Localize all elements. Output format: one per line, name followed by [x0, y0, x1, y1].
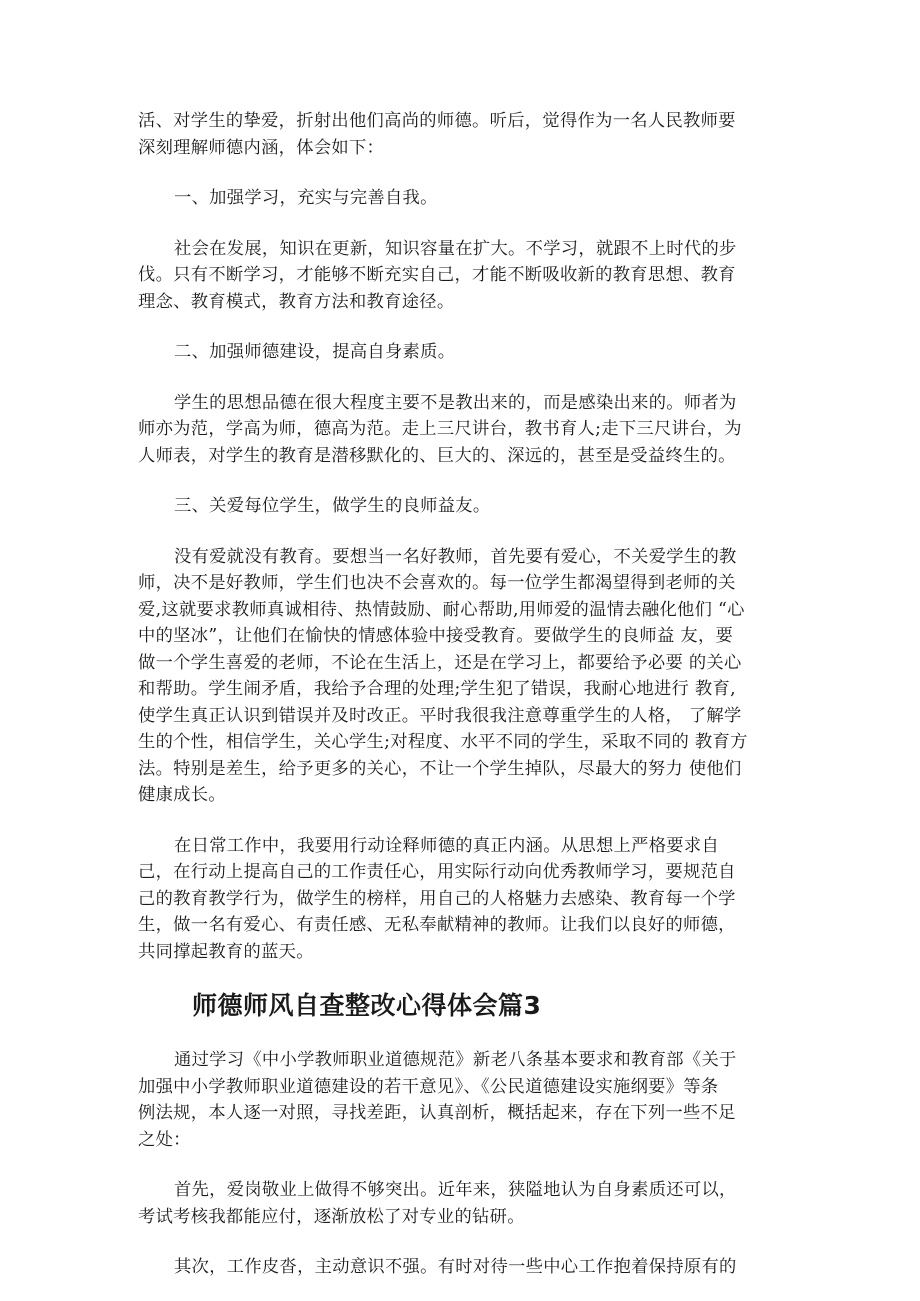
text-line: 活、对学生的挚爱，折射出他们高尚的师德。听后，觉得作为一名人民教师要: [138, 111, 736, 131]
paragraph-study-regulations: [138, 1047, 798, 1153]
text-line: 使学生真正认识到错误并及时改正。平时我很我注意尊重学生的人格， 了解学: [138, 705, 742, 726]
text-line: 其次，工作皮沓，主动意识不强。有时对待一些中心工作抱着保持原有的: [174, 1257, 737, 1277]
text-line: 之处：: [138, 1129, 191, 1150]
paragraph-intro-continuation: [138, 108, 798, 161]
text-line: 爱,这就要求教师真诚相待、热情鼓励、耐心帮助,用师爱的温情去融化他们 “心: [138, 599, 745, 620]
paragraph-care: [138, 544, 798, 809]
text-line: 首先，爱岗敬业上做得不够突出。近年来，狭隘地认为自身素质还可以，: [174, 1180, 737, 1200]
paragraph-daily-work: [138, 833, 798, 966]
text-line: 考试考核我都能应付，逐渐放松了对专业的钻研。: [138, 1206, 525, 1227]
text-line: 在日常工作中，我要用行动诠释师德的真正内涵。从思想上严格要求自: [174, 835, 720, 856]
text-line: 伐。只有不断学习，才能够不断充实自己，才能不断吸收新的教育思想、教育: [138, 265, 736, 285]
text-line: 师亦为范，学高为师，德高为范。走上三尺讲台，教书育人;走下三尺讲台，为: [138, 419, 742, 439]
text-line: 没有爱就没有教育。要想当一名好教师，首先要有爱心，不关爱学生的教: [174, 546, 737, 567]
text-line: 和帮助。学生闹矛盾，我给予合理的处理;学生犯了错误，我耐心地进行 教育,: [138, 679, 736, 699]
text-line: 中的坚冰”，让他们在愉快的情感体验中接受教育。要做学生的良师益 友，要: [138, 626, 734, 646]
text-line: 己，在行动上提高自己的工作责任心，用实际行动向优秀教师学习，要规范自: [138, 862, 736, 882]
text-line: 己的教育教学行为，做学生的榜样，用自己的人格魅力去感染、教育每一个学: [138, 888, 736, 909]
paragraph-first-shortcoming: [138, 1177, 798, 1230]
text-line: 共同撑起教育的蓝天。: [138, 941, 314, 962]
text-line: 做一个学生喜爱的老师，不论在生活上，还是在学习上，都要给予必要 的关心: [138, 652, 742, 673]
text-line: 一、加强学习，充实与完善自我。: [174, 188, 438, 208]
text-line: 师，决不是好教师，学生们也决不会喜欢的。每一位学生都渴望得到老师的关: [138, 573, 736, 593]
text-line: 深刻理解师德内涵，体会如下：: [138, 137, 385, 158]
text-line: 健康成长。: [138, 785, 226, 805]
text-line: 通过学习《中小学教师职业道德规范》新老八条基本要求和教育部《关于: [174, 1050, 737, 1070]
text-line: 二、加强师德建设，提高自身素质。: [174, 342, 456, 362]
text-line: 三、关爱每位学生，做学生的良师益友。: [174, 496, 491, 516]
text-line: 社会在发展，知识在更新，知识容量在扩大。不学习，就跟不上时代的步: [174, 238, 737, 259]
point-heading-care: [138, 493, 798, 520]
text-line: 例法规，本人逐一对照，寻找差距，认真剖析，概括起来，存在下列一些不足: [138, 1103, 736, 1123]
point-heading-ethics: [138, 339, 798, 366]
paragraph-second-shortcoming: [138, 1254, 798, 1281]
text-line: 加强中小学教师职业道德建设的若干意见》、《公民道德建设实施纲要》等条: [138, 1076, 719, 1097]
text-line: 生，做一名有爱心、有责任感、无私奉献精神的教师。让我们以良好的师德，: [138, 915, 736, 935]
document-content: [138, 108, 798, 1301]
text-line: 生的个性，相信学生，关心学生;对程度、水平不同的学生，采取不同的 教育方: [138, 732, 748, 752]
text-line: 理念、教育模式，教育方法和教育途径。: [138, 291, 455, 312]
text-line: 学生的思想品德在很大程度主要不是教出来的，而是感染出来的。师者为: [174, 392, 737, 413]
paragraph-study: [138, 236, 798, 316]
point-heading-study: [138, 185, 798, 212]
text-line: 法。特别是差生，给予更多的关心，不让一个学生掉队，尽最大的努力 使他们: [138, 758, 742, 779]
section-title: 师德师风自查整改心得体会篇3: [192, 991, 542, 1020]
paragraph-ethics: [138, 390, 798, 470]
text-line: 人师表，对学生的教育是潜移默化的、巨大的、深远的，甚至是受益终生的。: [138, 445, 736, 466]
